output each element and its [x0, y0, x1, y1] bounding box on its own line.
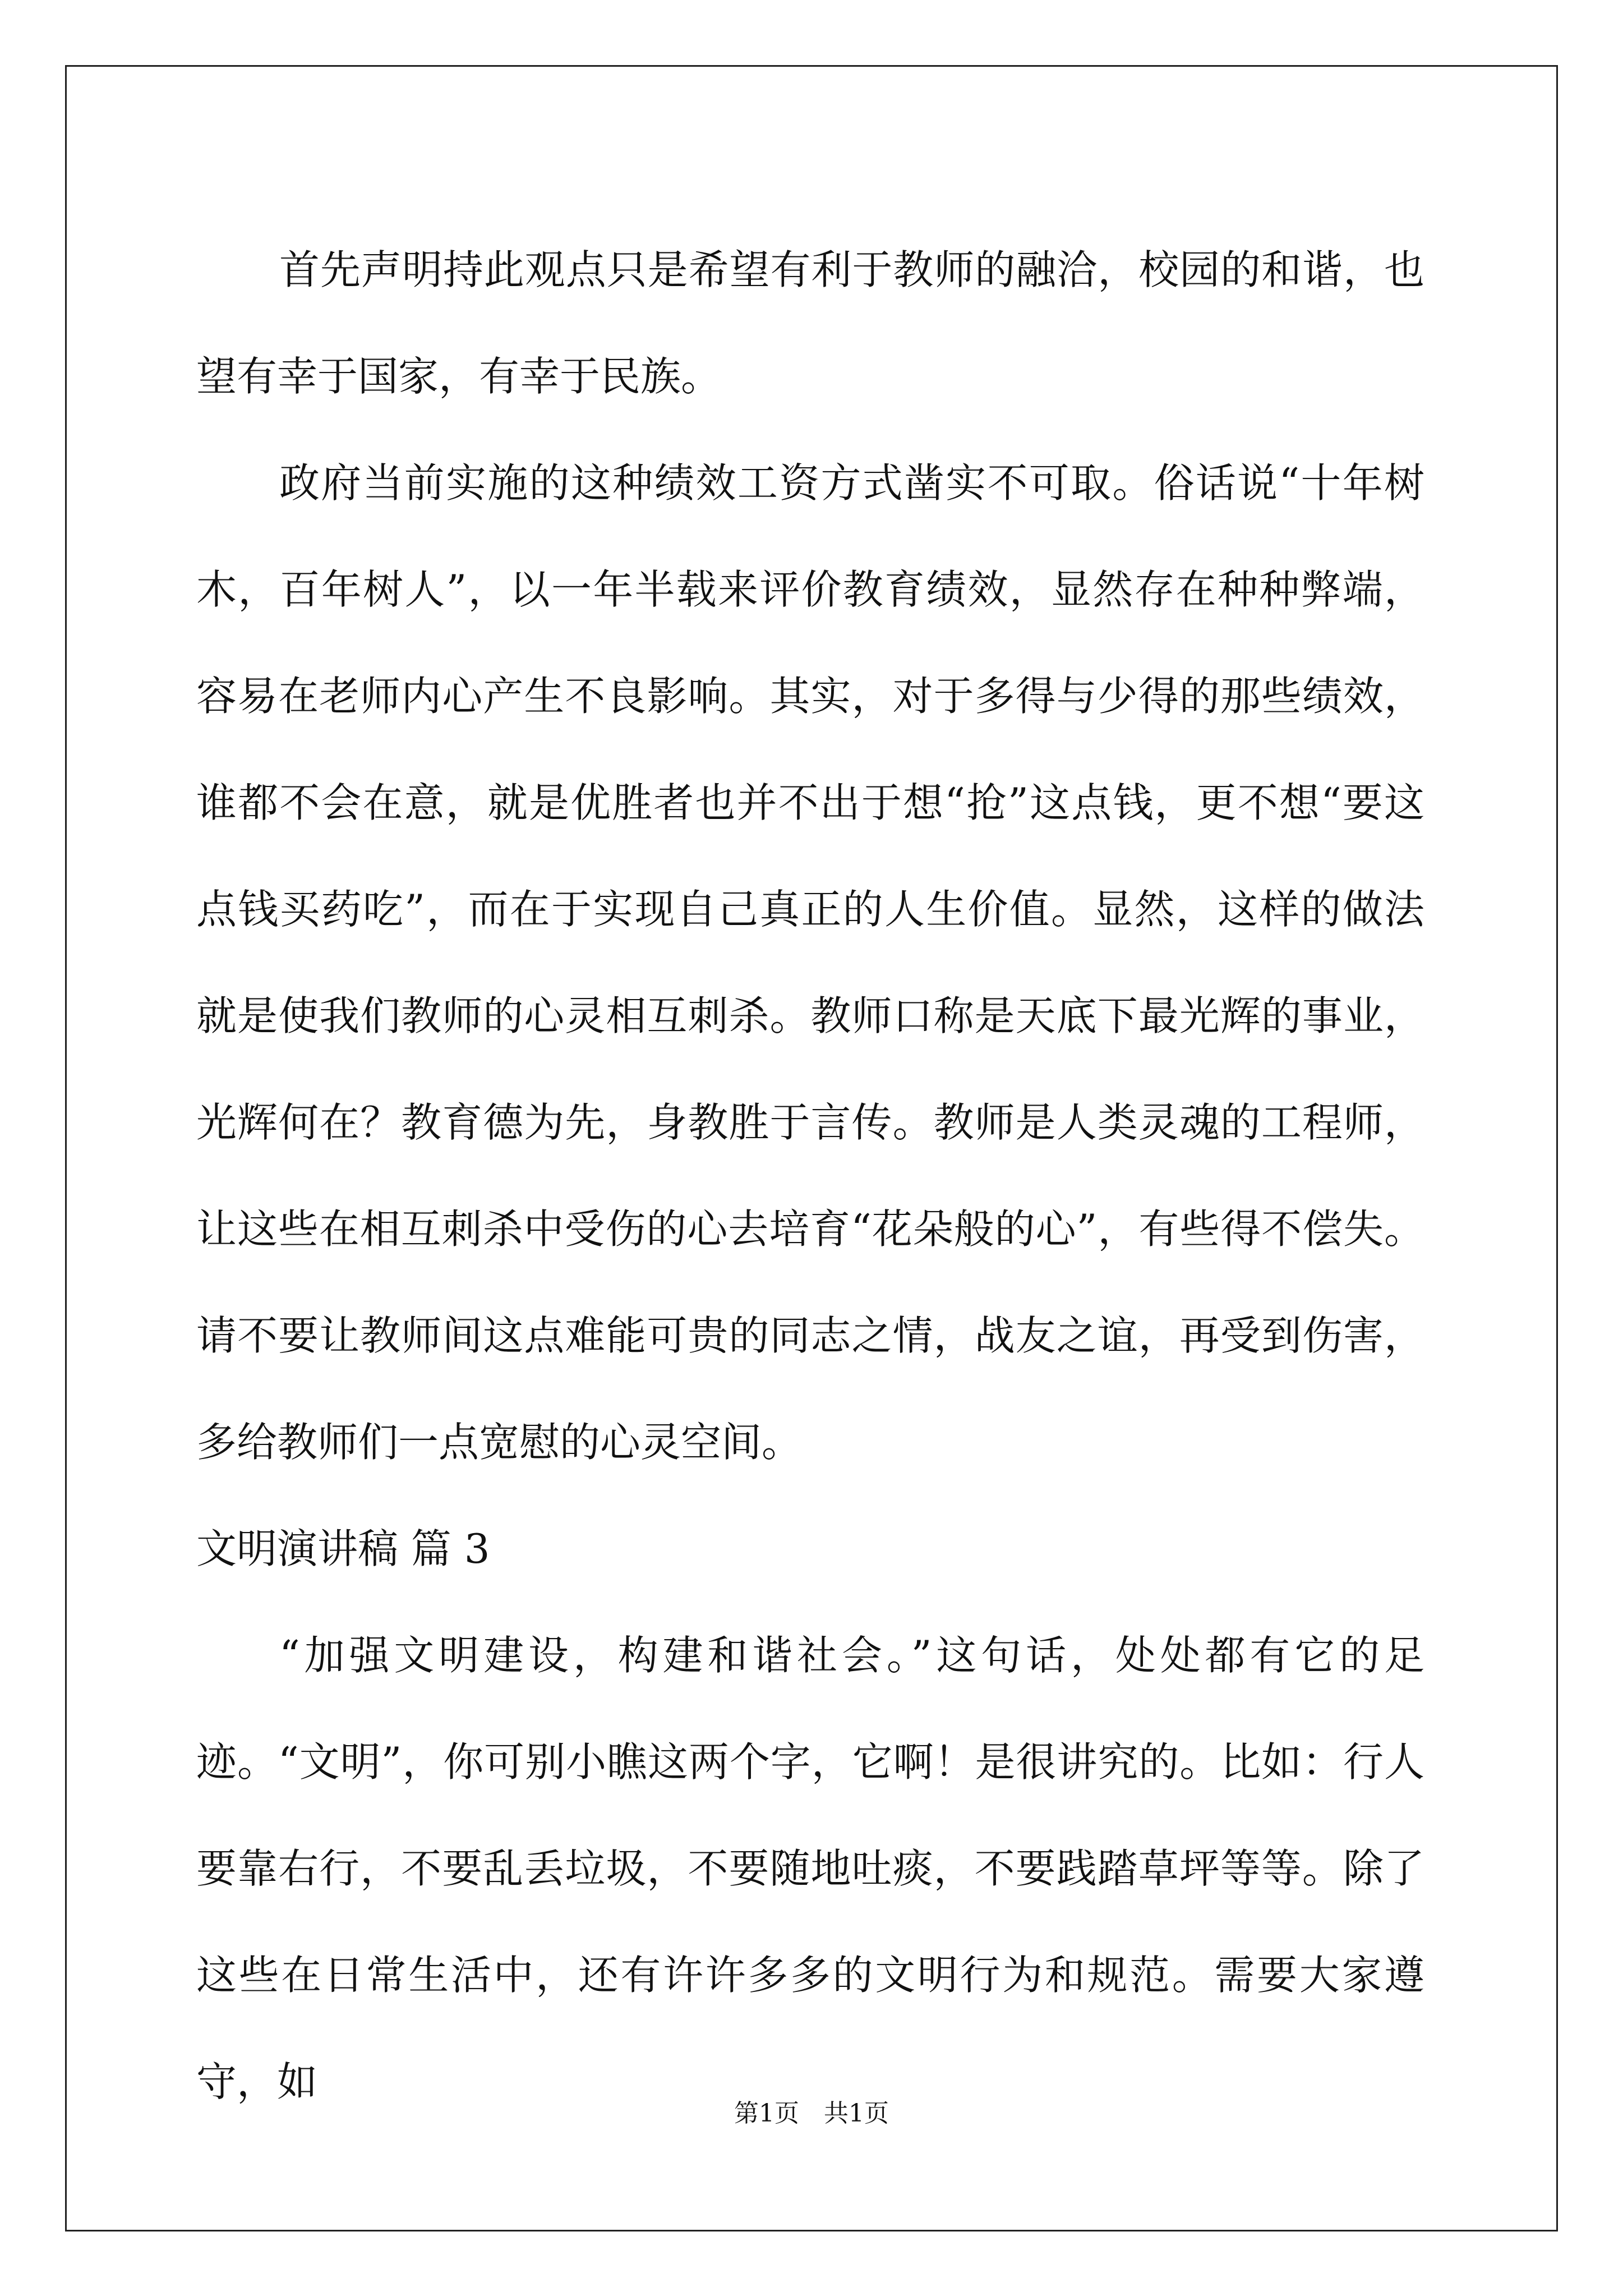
page-number: 第1页 共1页 [734, 2099, 889, 2128]
document-body [196, 217, 1424, 2135]
page-footer [0, 2097, 1623, 2131]
paragraph-3: “加强文明建设，构建和谐社会。”这句话，处处都有它的足迹。“文明”，你可别小瞧这两个字，它啊！是很讲究的。比如：行人要靠右行，不要乱丢垃圾，不要随地吐痰，不要践踏草坪等等。除了这些在日常生活中，还有许许多多的文明行为和规范。需要大家遵守，如 [196, 1632, 1424, 2105]
section-heading: 文明演讲稿 篇 3 [196, 1525, 490, 1572]
paragraph-1: 首先声明持此观点只是希望有利于教师的融洽，校园的和谐，也望有幸于国家，有幸于民族。 [196, 246, 1424, 400]
paragraph-2: 政府当前实施的这种绩效工资方式凿实不可取。俗话说“十年树木，百年树人”，以一年半载来评价教育绩效，显然存在种种弊端，容易在老师内心产生不良影响。其实，对于多得与少得的那些绩效，谁都不会在意，就是优胜者也并不出于想“抢”这点钱，更不想“要这点钱买药吃”，而在于实现自己真正的人生价值。显然，这样的做法就是使我们教师的心灵相互刺杀。教师口称是天底下最光辉的事业，光辉何在？教育德为先，身教胜于言传。教师是人类灵魂的工程师，让这些在相互刺杀中受伤的心去培育“花朵般的心”，有些得不偿失。请不要让教师间这点难能可贵的同志之情，战友之谊，再受到伤害，多给教师们一点宽慰的心灵空间。 [196, 459, 1424, 1466]
